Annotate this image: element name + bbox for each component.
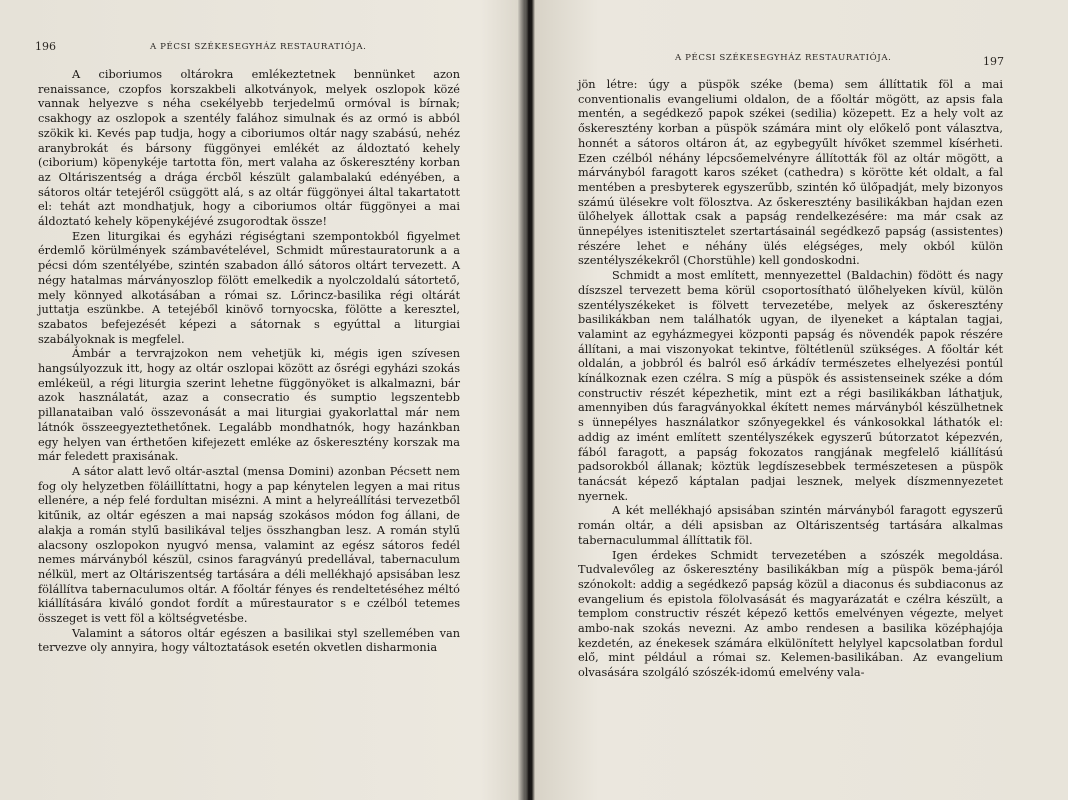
body-text-left <box>38 68 460 656</box>
left-page <box>0 0 524 800</box>
paragraph: Valamint a sátoros oltár egészen a basilikai styl szellemében van tervezve oly annyira, hogy változtatások esetén okvetlen disharmonia <box>38 626 460 655</box>
paragraph: A két mellékhajó apsisában szintén márványból faragott egyszerű román oltár, a déli apsisban az Oltáriszentség tartására alkalmas tabernaculummal állíttatik föl. <box>578 504 1003 547</box>
right-page <box>530 0 1068 800</box>
paragraph: Schmidt a most említett, mennyezettel (Baldachin) födött és nagy díszszel tervezett bema körül csoportosítható ülőhelyeken kívül, külön szentélyszékeket is fölvett tervezetébe, melyek az őskeresztény basilikákban nem találhatók ugyan, de ilyeneket a káptalan tagjai, valamint az egyházmegyei központi papság és növendék papok részére állítani, a mai viszonyokat tekintve, föltétlenül szükséges. A főoltár két oldalán, a jobbról és balról eső árkádív természetes elhelyezési pontúl kínálkoznak ezen czélra. S míg a püspök és assistenseinek széke a dóm constructiv részét képezhetik, mint ezt a régi basilikákban láthatjuk, amennyiben dús faragványokkal ékített nemes márványból készülhetnek s ünnepélyes használatkor szőnyegekkel és vánkosokkal láthatók el: addig az imént említett szentélyszékek egyszerű bútorzatot képezvén, fából faragott, a papság fokozatos rangjának megfelelő kiállítású padsorokból állanak; köztük legdíszesebbek természetesen a püspök tanácsát képező káptalan padjai lesznek, melyek díszmennyezetet nyernek. <box>578 269 1003 503</box>
paragraph: jön létre: úgy a püspök széke (bema) sem állíttatik föl a mai conventionalis evangeliumi oldalon, de a főoltár mögött, az apsis fala mentén, a segédkező papok székei (sedilia) közepett. Ez a hely volt az őskeresztény korban a püspök számára mint oly előkelő pont választva, honnét a sátoros oltáron át, az egybegyűlt hívőket szemmel kísérheti. Ezen czélból néhány lépcsőemelvényre állították föl az oltár mögött, a márványból faragott karos széket (cathedra) s körötte két oldalt, a fal mentében a presbyterek egyszerűbb, szintén kő ülőpadját, mely bizonyos számú ülésekre volt fölosztva. Az őskeresztény basilikákban hajdan ezen ülőhelyek állottak csak a papság rendelkezésére: ma már csak az ünnepélyes istenitisztelet szertartásainál segédkező papság (assistentes) részére lehet e néhány ülés elégséges, mely okból külön szentélyszékekről (Chorstühle) kell gondoskodni. <box>578 78 1003 268</box>
paragraph: Ezen liturgikai és egyházi régiségtani szempontokból figyelmet érdemlő körülmények számbavételével, Schmidt műrestauratorunk a a pécsi dóm szentélyébe, szintén szabadon álló sátoros oltárt tervezett. A négy hatalmas márványoszlop fölött emelkedik a nyolczoldalú sátortető, mely könnyed alkotásában a római sz. Lőrincz-basilika régi oltárát juttatja eszünkbe. A tetejéből kinövő tornyocska, fölötte a keresztel, szabatos befejezését képezi a sátornak s egyúttal a liturgiai szabályoknak is megfelel. <box>38 229 460 346</box>
paragraph: Ámbár a tervrajzokon nem vehetjük ki, mégis igen szívesen hangsúlyozzuk itt, hogy az oltár oszlopai között az ősrégi egyházi szokás emlékeül, a régi liturgia szerint lehetne függönyöket is alkalmazni, bár azok használatát, azaz a consecratio és sumptio legszentebb pillanataiban való összevonását a mai liturgiai gyakorlattal már nem látnók összeegyeztethetőnek. Legalább mondhatnók, hogy hazánkban egy helyen van érthetően kifejezett emléke az őskeresztény korszak ma már feledett praxisának. <box>38 347 460 464</box>
running-head-left: A PÉCSI SZÉKESEGYHÁZ RESTAURATIÓJA. <box>150 42 367 52</box>
body-text-right <box>578 78 1003 681</box>
paragraph: Igen érdekes Schmidt tervezetében a szószék megoldása. Tudvalevőleg az őskeresztény basilikákban míg a püspök bema-járól szónokolt: addig a segédkező papság közül a diaconus és subdiaconus az evangelium és epistola fölolvasását és magyarázatát e czélra készült, a templom constructiv részét képező kettős emelvényen végezte, melyet ambo-nak szokás nevezni. Az ambo rendesen a basilika középhajója kezdetén, az énekesek számára elkülönített helylyel kapcsolatban fordul elő, mint például a római sz. Kelemen-basilikában. Az evangelium olvasására szolgáló szószék-idomú emelvény vala- <box>578 548 1003 680</box>
page-number-right: 197 <box>983 55 1004 68</box>
paragraph: A sátor alatt levő oltár-asztal (mensa Domini) azonban Pécsett nem fog oly helyzetben föláillíttatni, hogy a pap kénytelen legyen a mai ritus ellenére, a nép felé fordultan misézni. A mint a helyreállítási tervezetből kitűnik, az oltár egészen a mai napság szokásos módon fog állani, de alakja a román stylű basilikával teljes összhangban lesz. A román stylű alacsony oszlopokon nyugvó mensa, valamint az egész sátoros fedél nemes márványból készül, csinos faragványú predellával, tabernaculum nélkül, mert az Oltáriszentség tartására a déli mellékhajó apsisában lesz fölállítva tabernaculumos oltár. A főoltár fényes és rendeltetéséhez méltó kiállítására kiváló gondot fordít a műrestaurator s e czélból tetemes összeget is vett föl a költségvetésbe. <box>38 464 460 626</box>
page-number-left: 196 <box>35 40 56 53</box>
paragraph: A ciboriumos oltárokra emlékeztetnek bennünket azon renaissance, czopfos korszakbeli alkotványok, melyek oszlopok közé vannak helyezve s néha csekélyebb terjedelmű ormóval is bírnak; csakhogy az oszlopok a szentély falához simulnak és az ormó is abból szökik ki. Kevés pap tudja, hogy a ciboriumos oltár nagy szabású, nehéz aranybrokát és bársony függönyei emlékét az áldoztató kehely (ciborium) köpenykéje tartotta fön, mert valaha az őskeresztény korban az Oltáriszentség a drága ércből készült galambalakú edényében, a sátoros oltár tetejéről csüggött alá, s az oltár függönyei által takartatott el: tehát azt mondhatjuk, hogy a ciboriumos oltár függönyei a mai áldoztató kehely köpenykéjévé zsugorodtak össze! <box>38 68 460 229</box>
running-head-right: A PÉCSI SZÉKESEGYHÁZ RESTAURATIÓJA. <box>675 53 892 63</box>
